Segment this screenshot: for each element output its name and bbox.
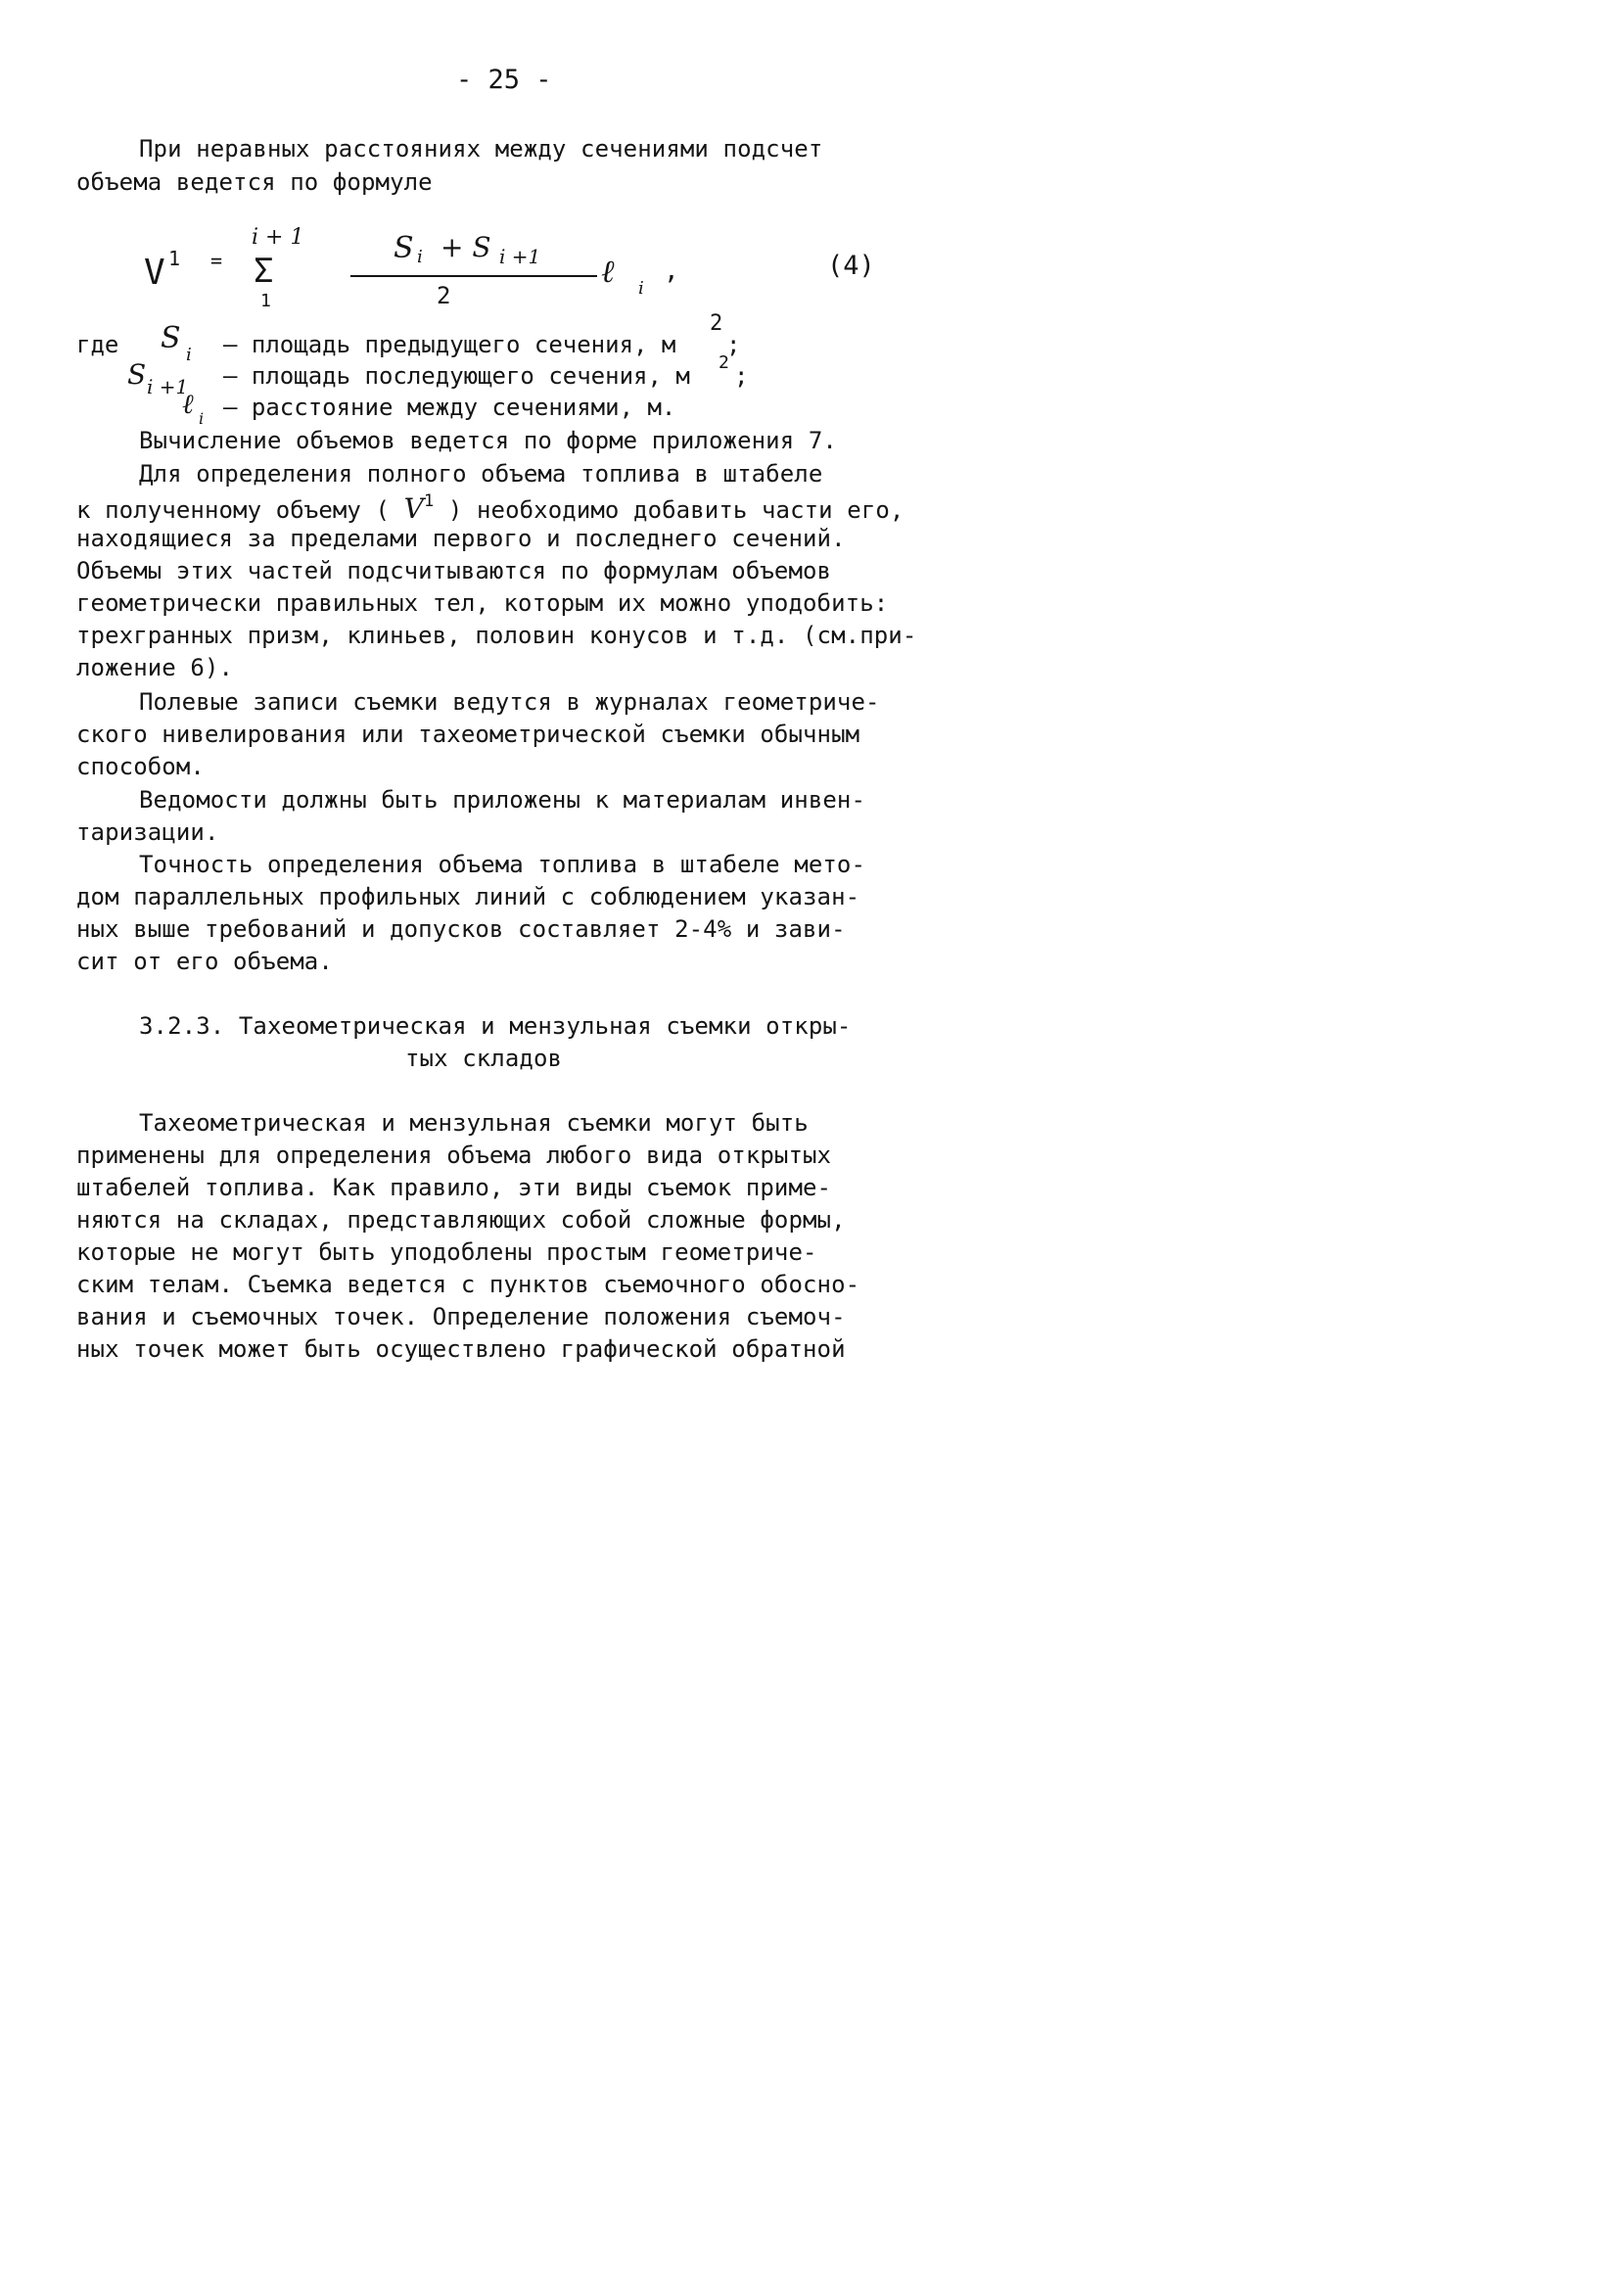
para-full-line-5: геометрически правильных тел, которым их можно уподобить:	[76, 589, 889, 617]
formula-comma: ,	[664, 256, 679, 286]
para-full-line-7: ложение 6).	[76, 654, 234, 681]
para-field-line-2: ского нивелирования или тахеометрической съемки обычным	[76, 721, 860, 748]
denominator: 2	[437, 282, 451, 309]
para-full-line-2	[76, 492, 904, 525]
legend-s-i1-symbol: S	[127, 358, 147, 391]
legend-where: где	[76, 331, 119, 358]
para-tacheo-line-3: штабелей топлива. Как правило, эти виды съемок приме-	[76, 1174, 832, 1201]
sigma-symbol: Σ	[254, 252, 274, 291]
para-tacheo-line-5: которые не могут быть уподоблены простым геометриче-	[76, 1238, 817, 1266]
formula-lhs-sup: 1	[168, 247, 181, 270]
para-tacheo-line-8: ных точек может быть осуществлено графической обратной	[76, 1335, 846, 1363]
section-heading-line-2: тых складов	[405, 1045, 563, 1072]
legend-l-sub: i	[199, 409, 205, 428]
legend-s-i-sup: 2	[710, 311, 723, 336]
section-heading-line-1: 3.2.3. Тахеометрическая и мензульная съемки откры-	[139, 1012, 852, 1040]
formula-lhs-v: V	[144, 253, 165, 293]
para-statements-line-2: таризации.	[76, 818, 219, 846]
legend-s-i-text: – площадь предыдущего сечения, м	[223, 331, 676, 358]
para-accuracy-line-4: сит от его объема.	[76, 948, 333, 975]
legend-l-symbol: ℓ	[182, 388, 194, 420]
legend-l-text: – расстояние между сечениями, м.	[223, 394, 676, 421]
numerator-s: S	[394, 231, 414, 265]
para-tacheo-line-7: вания и съемочных точек. Определение положения съемоч-	[76, 1303, 846, 1330]
para-full-line-2-a: к полученному объему (	[76, 496, 391, 524]
para-full-line-1: Для определения полного объема топлива в штабеле	[139, 460, 823, 488]
para-full-line-6: трехгранных призм, клиньев, половин конусов и т.д. (см.при-	[76, 622, 917, 649]
para-accuracy-line-1: Точность определения объема топлива в штабеле мето-	[139, 851, 866, 878]
para-full-line-4: Объемы этих частей подсчитываются по формулам объемов	[76, 557, 832, 584]
legend-s-i1-text: – площадь последующего сечения, м	[223, 362, 690, 390]
numerator-sub-1: i	[417, 247, 423, 267]
sum-upper-limit: i + 1	[252, 225, 304, 250]
legend-s-i1-sub: i +1	[147, 375, 189, 398]
legend-s-i1-end: ;	[734, 362, 749, 390]
para-field-line-3: способом.	[76, 753, 205, 780]
intro-line-2: объема ведется по формуле	[76, 168, 433, 196]
legend-s-i-sub: i	[186, 345, 192, 365]
para-accuracy-line-2: дом параллельных профильных линий с соблюдением указан-	[76, 883, 860, 910]
para-full-v-sup: 1	[423, 491, 435, 511]
legend-s-i-end: ;	[726, 331, 741, 358]
para-tacheo-line-1: Тахеометрическая и мензульная съемки могут быть	[139, 1109, 809, 1137]
legend-s-i1-sup: 2	[719, 352, 729, 373]
formula-l: ℓ	[601, 253, 615, 290]
page-number: - 25 -	[456, 65, 552, 95]
formula-number: (4)	[827, 251, 875, 281]
fraction-bar	[350, 275, 597, 277]
sum-lower-limit: 1	[260, 291, 271, 311]
legend-s-i-symbol: S	[161, 321, 181, 355]
para-tacheo-line-2: применены для определения объема любого вида открытых	[76, 1142, 832, 1169]
document-page	[0, 0, 1081, 1529]
para-statements-line-1: Ведомости должны быть приложены к материалам инвен-	[139, 786, 866, 814]
para-tacheo-line-4: няются на складах, представляющих собой сложные формы,	[76, 1206, 846, 1234]
para-accuracy-line-3: ных выше требований и допусков составляет 2-4% и зави-	[76, 915, 846, 943]
numerator-plus-s: + S	[441, 231, 491, 263]
formula-equals: =	[210, 249, 223, 272]
para-full-line-3: находящиеся за пределами первого и последнего сечений.	[76, 525, 846, 552]
para-full-line-2-b: ) необходимо добавить части его,	[447, 496, 905, 524]
formula-l-sub: i	[638, 278, 644, 299]
para-tacheo-line-6: ским телам. Съемка ведется с пунктов съемочного обосно-	[76, 1271, 860, 1298]
intro-line-1: При неравных расстояниях между сечениями подсчет	[139, 135, 823, 163]
para-field-line-1: Полевые записи съемки ведутся в журналах геометриче-	[139, 688, 880, 716]
numerator-sub-2: i +1	[499, 245, 541, 268]
para-calc: Вычисление объемов ведется по форме приложения 7.	[139, 427, 837, 454]
para-full-v-symbol: V	[403, 492, 424, 525]
